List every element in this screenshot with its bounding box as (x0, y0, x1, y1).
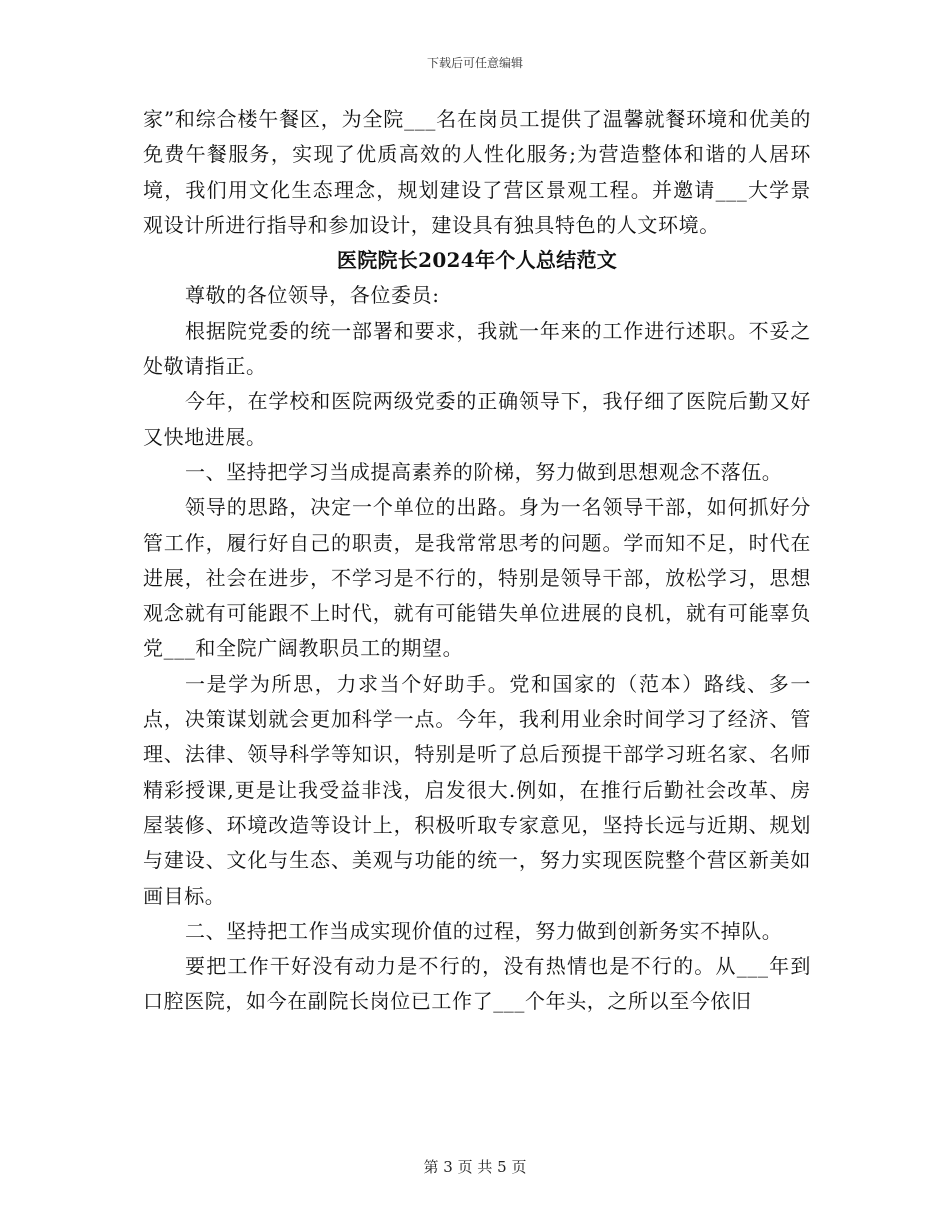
document-title: 医院院长2024年个人总结范文 (336, 248, 618, 273)
salutation: 尊敬的各位领导，各位委员: (185, 283, 440, 308)
section-heading: 一、坚持把学习当成提高素养的阶梯，努力做到思想观念不落伍。 (185, 459, 783, 484)
page-footer: 第 3 页 共 5 页 (423, 1158, 527, 1176)
section-heading: 二、坚持把工作当成实现价值的过程，努力做到创新务实不掉队。 (185, 918, 783, 943)
body-paragraph: 要把工作干好没有动力是不行的，没有热情也是不行的。从___年到口腔医院，如今在副院长岗位已工作了___个年头，之所以至今依旧 (143, 954, 811, 1014)
document-body (143, 102, 811, 1020)
continued-paragraph: 家”和综合楼午餐区，为全院___名在岗员工提供了温馨就餐环境和优美的免费午餐服务，实现了优质高效的人性化服务;为营造整体和谐的人居环境，我们用文化生态理念，规划建设了营区景观工程。并邀请___大学景观设计所进行指导和参加设计，建设具有独具特色的人文环境。 (143, 107, 811, 237)
body-paragraph: 一是学为所思，力求当个好助手。党和国家的（范本）路线、多一点，决策谋划就会更加科学一点。今年，我利用业余时间学习了经济、管理、法律、领导科学等知识，特别是听了总后预提干部学习班名家、名师精彩授课,更是让我受益非浅，启发很大.例如，在推行后勤社会改革、房屋装修、环境改造等设计上，积极听取专家意见，坚持长远与近期、规划与建设、文化与生态、美观与功能的统一，努力实现医院整个营区新美如画目标。 (143, 671, 811, 908)
body-paragraph: 领导的思路，决定一个单位的出路。身为一名领导干部，如何抓好分管工作，履行好自己的职责，是我常常思考的问题。学而知不足，时代在进展，社会在进步，不学习是不行的，特别是领导干部，放松学习，思想观念就有可能跟不上时代，就有可能错失单位进展的良机，就有可能辜负党___和全院广阔教职员工的期望。 (143, 495, 811, 661)
page-header: 下载后可任意编辑 (426, 56, 523, 70)
body-paragraph: 根据院党委的统一部署和要求，我就一年来的工作进行述职。不妥之处敬请指正。 (143, 318, 811, 379)
body-paragraph: 今年，在学校和医院两级党委的正确领导下，我仔细了医院后勤又好又快地进展。 (143, 389, 811, 449)
